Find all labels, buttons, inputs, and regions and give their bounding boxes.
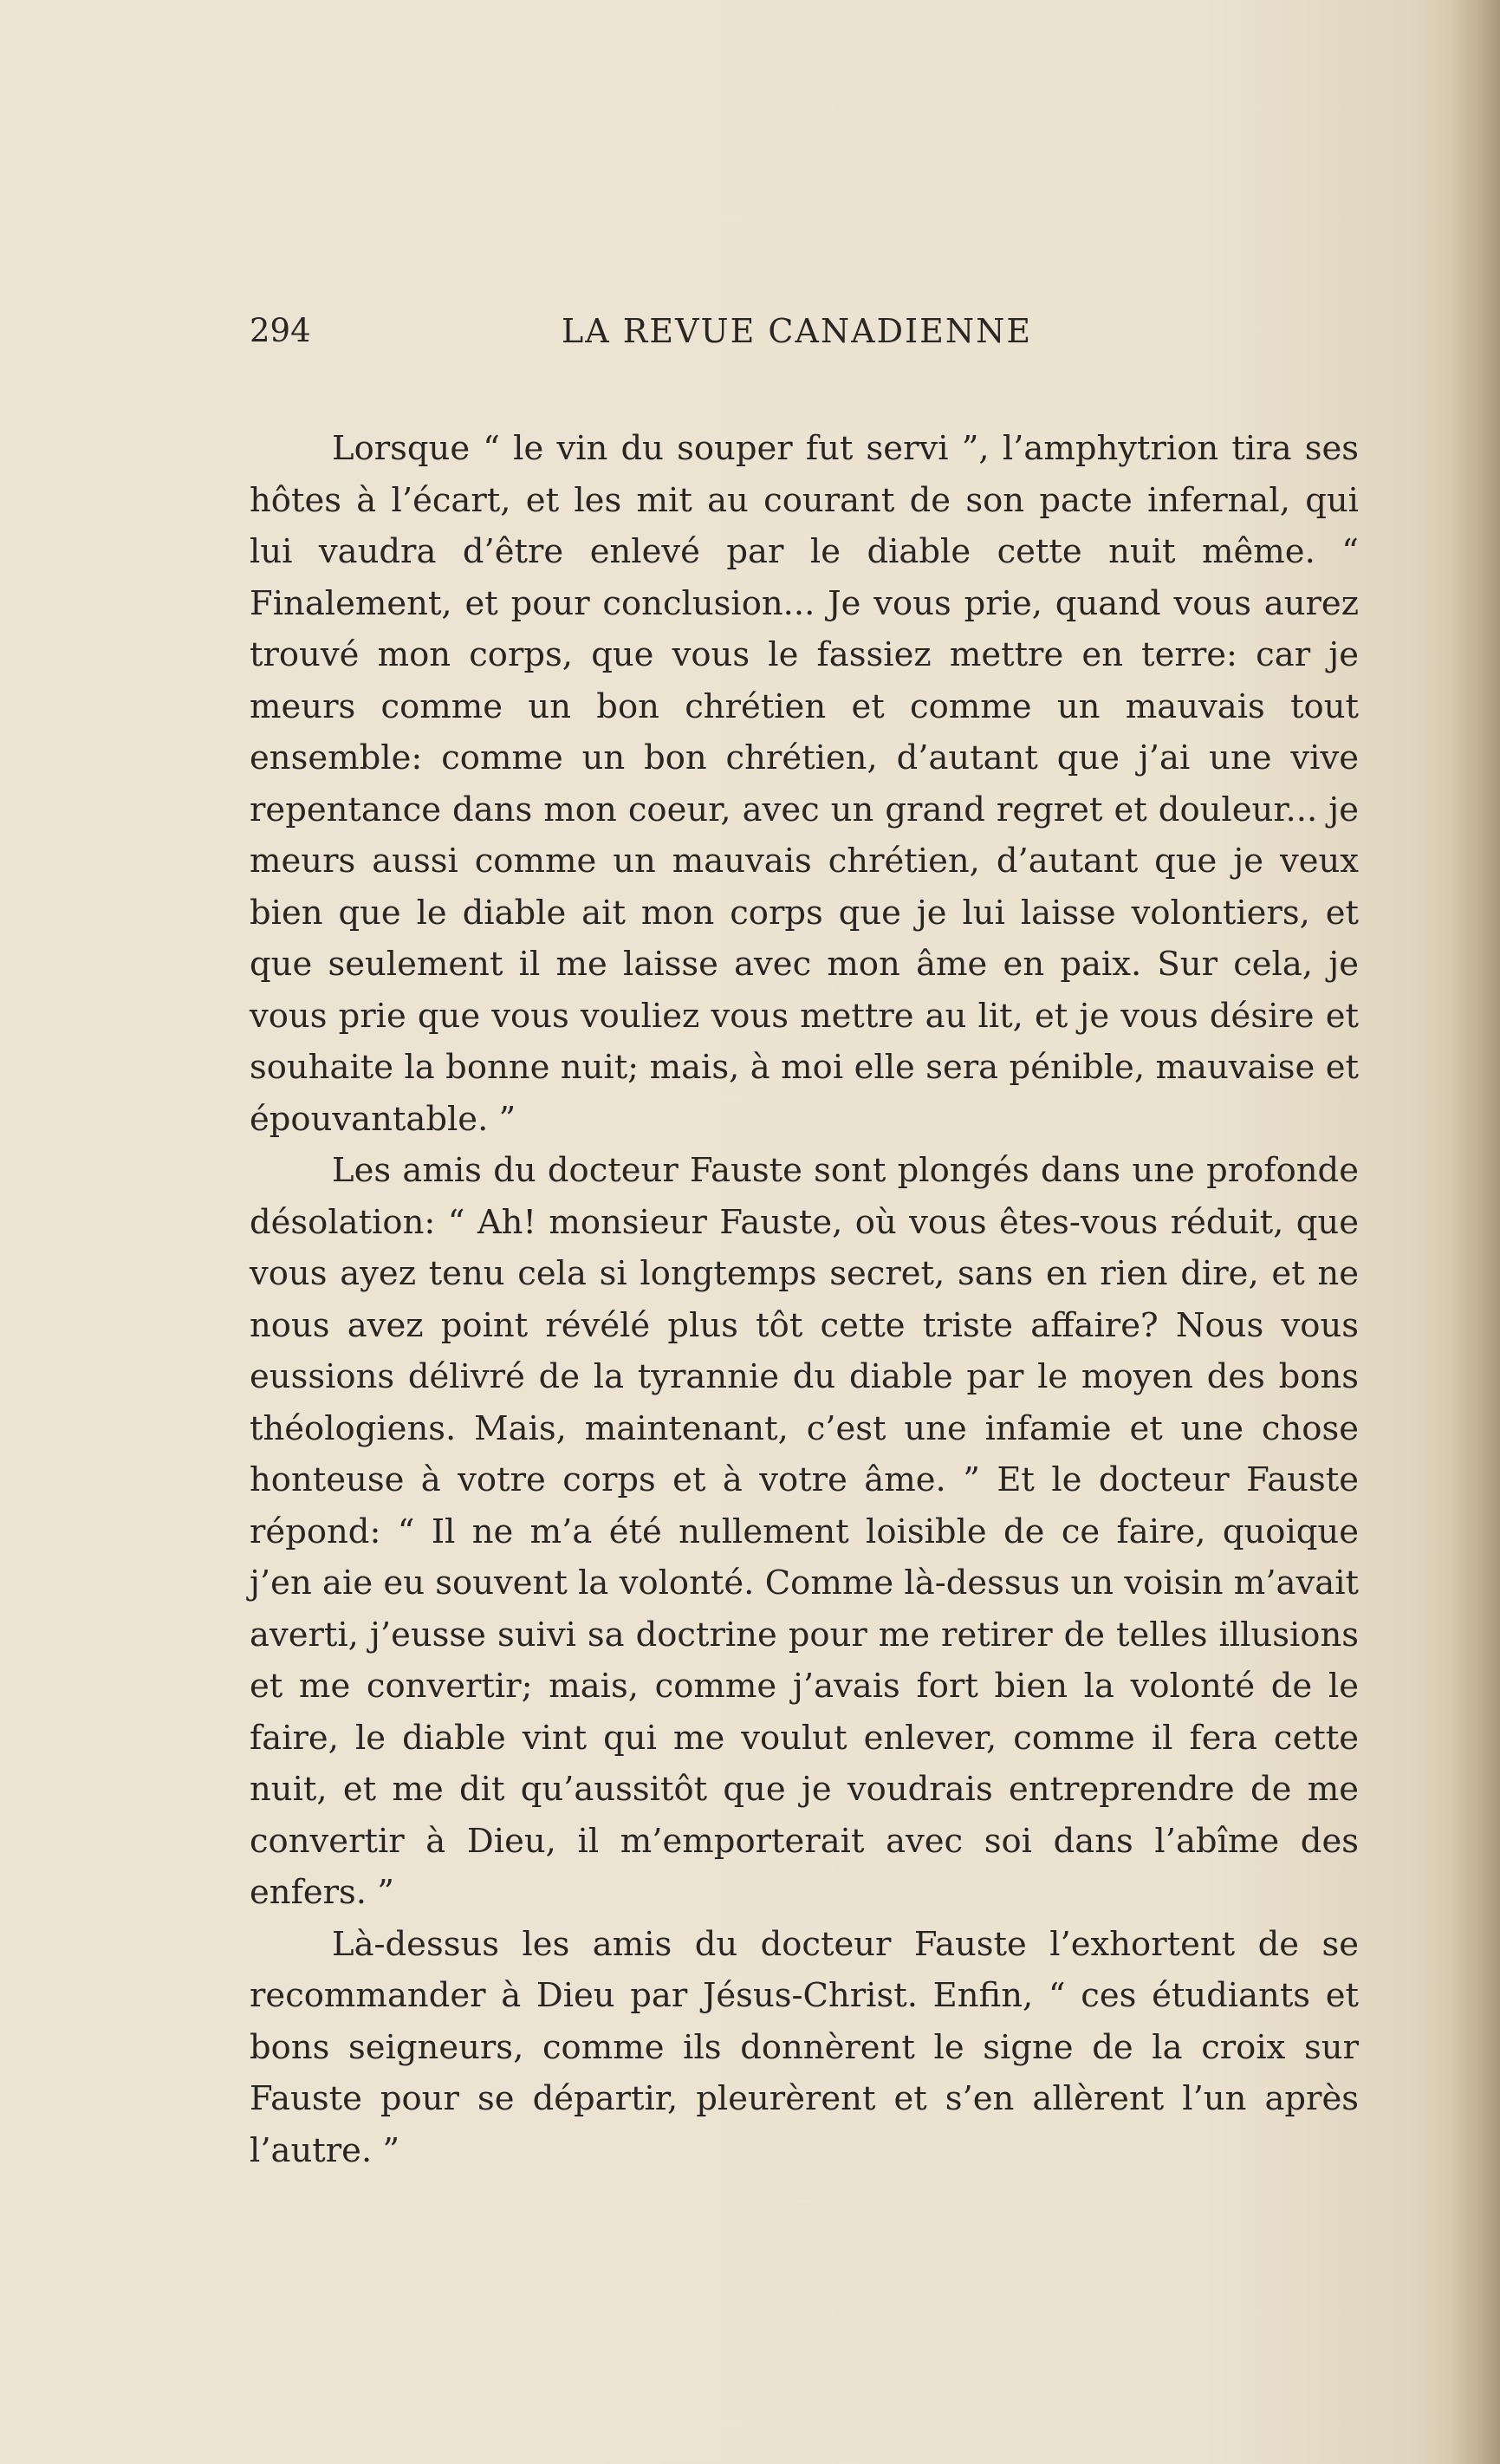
running-title: LA REVUE CANADIENNE xyxy=(562,312,1033,350)
page-number: 294 xyxy=(250,312,311,349)
body-text xyxy=(250,423,1359,2176)
paragraph-2: Les amis du docteur Fauste sont plongés dans une profonde désolation: “ Ah! monsieur Fauste, où vous êtes-vous réduit, que vous ayez tenu cela si longtemps secret, sans en rien dire, et ne nous avez point révélé plus tôt cette triste affaire? Nous vous eussions délivré de la tyrannie du diable par le moyen des bons théologiens. Mais, maintenant, c’est une infamie et une chose honteuse à votre corps et à votre âme. ” Et le docteur Fauste répond: “ Il ne m’a été nullement loisible de ce faire, quoique j’en aie eu souvent la volonté. Comme là-dessus un voisin m’avait averti, j’eusse suivi sa doctrine pour me retirer de telles illusions et me convertir; mais, comme j’avais fort bien la volonté de le faire, le diable vint qui me voulut enlever, comme il fera cette nuit, et me dit qu’aussitôt que je voudrais entreprendre de me convertir à Dieu, il m’emporterait avec soi dans l’abîme des enfers. ” xyxy=(250,1151,1359,1912)
running-head xyxy=(250,312,1376,364)
paragraph-1: Lorsque “ le vin du souper fut servi ”, l’amphytrion tira ses hôtes à l’écart, et les mit au courant de son pacte infernal, qui lui vaudra d’être enlevé par le diable cette nuit même. “ Finalement, et pour conclusion... Je vous prie, quand vous aurez trouvé mon corps, que vous le fassiez mettre en terre: car je meurs comme un bon chrétien et comme un mauvais tout ensemble: comme un bon chrétien, d’autant que j’ai une vive repentance dans mon coeur, avec un grand regret et douleur... je meurs aussi comme un mauvais chrétien, d’autant que je veux bien que le diable ait mon corps que je lui laisse volontiers, et que seulement il me laisse avec mon âme en paix. Sur cela, je vous prie que vous vouliez vous mettre au lit, et je vous désire et souhaite la bonne nuit; mais, à moi elle sera pénible, mauvaise et épouvantable. ” xyxy=(250,429,1359,1139)
spine-shadow xyxy=(1448,0,1500,2464)
paragraph-3: Là-dessus les amis du docteur Fauste l’exhortent de se recommander à Dieu par Jésus-Christ. Enfin, “ ces étudiants et bons seigneurs, comme ils donnèrent le signe de la croix sur Fauste pour se départir, pleurèrent et s’en allèrent l’un après l’autre. ” xyxy=(250,1924,1359,2170)
